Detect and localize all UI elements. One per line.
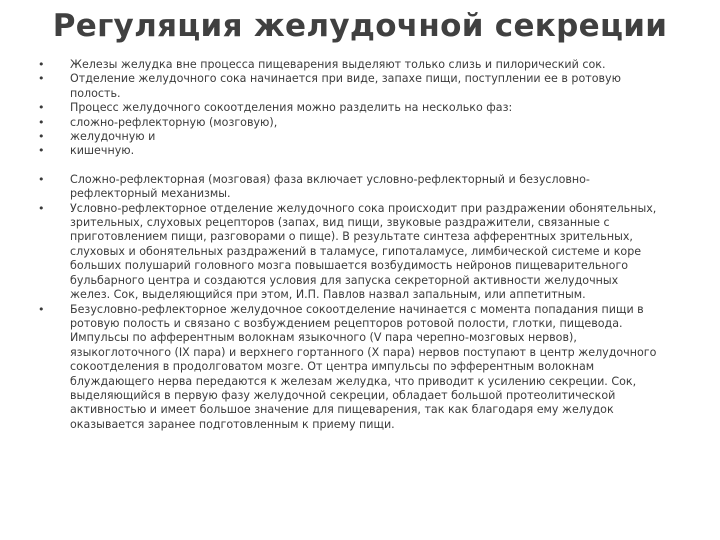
slide-body xyxy=(38,58,660,432)
bullet-item: • сложно-рефлекторную (мозговую), xyxy=(38,116,660,130)
bullet-item: • Процесс желудочного сокоотделения можно разделить на несколько фаз: xyxy=(38,101,660,115)
slide-title: Регуляция желудочной секреции xyxy=(52,8,668,44)
bullet-item: • Железы желудка вне процесса пищеварения выделяют только слизь и пилорический сок. xyxy=(38,58,660,72)
bullet-item: • Сложно-рефлекторная (мозговая) фаза включает условно-рефлекторный и безусловно-рефлекторный механизмы. xyxy=(38,173,660,202)
bullet-item: • желудочную и xyxy=(38,130,660,144)
bullet-item: • Условно-рефлекторное отделение желудочного сока происходит при раздражении обонятельных, зрительных, слуховых рецепторов (запах, вид пищи, звуковые раздражители, связанные с приготовлением пищи, разговорами о пище). В результате синтеза афферентных зрительных, слуховых и обонятельных раздражений в таламусе, гипоталамусе, лимбической системе и коре больших полушарий головного мозга повышается возбудимость нейронов пищеварительного бульбарного центра и создаются условия для запуска секреторной активности желудочных желез. Сок, выделяющийся при этом, И.П. Павлов назвал запальным, или аппетитным. xyxy=(38,202,660,303)
bullet-item: • Отделение желудочного сока начинается при виде, запахе пищи, поступлении ее в ротовую полость. xyxy=(38,72,660,101)
bullet-item: • Безусловно-рефлекторное желудочное сокоотделение начинается с момента попадания пищи в ротовую полость и связано с возбуждением рецепторов ротовой полости, глотки, пищевода. Импульсы по афферентным волокнам языкочного (V пара черепно-мозговых нервов), языкоглоточного (IX пара) и верхнего гортанного (X пара) нервов поступают в центр желудочного сокоотделения в продолговатом мозге. От центра импульсы по эфферентным волокнам блуждающего нерва передаются к железам желудка, что приводит к усилению секреции. Сок, выделяющийся в первую фазу желудочной секреции, обладает большой протеолитической активностью и имеет большое значение для пищеварения, так как благодаря ему желудок оказывается заранее подготовленным к приему пищи. xyxy=(38,303,660,433)
bullet-list xyxy=(38,58,660,432)
bullet-item: • кишечную. xyxy=(38,144,660,158)
